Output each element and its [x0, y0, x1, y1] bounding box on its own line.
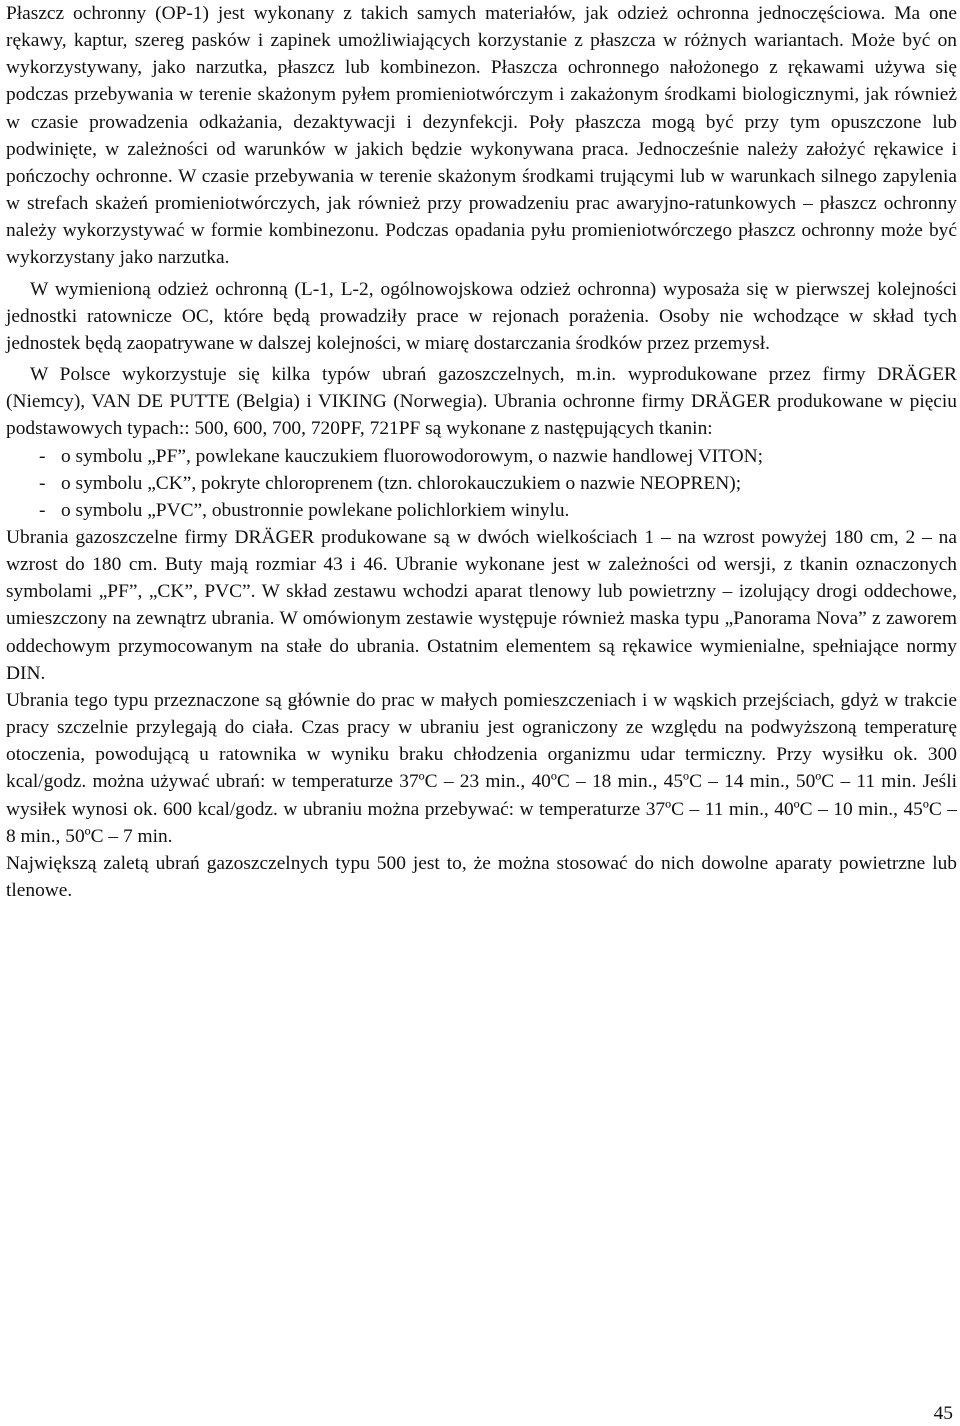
paragraph-protective-coat: Płaszcz ochronny (OP-1) jest wykonany z takich samych materiałów, jak odzież ochronna jednoczęściowa. Ma one rękawy, kaptur, szereg pasków i zapinek umożliwiających korzystanie z płaszcza w różnych wariantach. Może być on wykorzystywany, jako narzutka, płaszcz lub kombinezon. Płaszcza ochronnego nałożonego z rękawami używa się podczas przebywania w terenie skażonym pyłem promieniotwórczym i zakażonym środkami biologicznymi, jak również w czasie prowadzenia odkażania, dezaktywacji i dezynfekcji. Poły płaszcza mogą być przy tym opuszczone lub podwinięte, w zależności od warunków w jakich będzie wykonywana praca. Jednocześnie należy założyć rękawice i pończochy ochronne. W czasie przebywania w terenie skażonym środkami trującymi lub w warunkach silnego zapylenia w strefach skażeń promieniotwórczych, jak również przy prowadzeniu prac awaryjno-ratunkowych – płaszcz ochronny należy wykorzystywać w formie kombinezonu. Podczas opadania pyłu promieniotwórczego płaszcz ochronny może być wykorzystany jako narzutka.	[6, 3, 957, 269]
page-number: 45	[933, 1403, 953, 1424]
list-dash: -	[39, 499, 46, 521]
paragraph-work-time: Ubrania tego typu przeznaczone są głównie do prac w małych pomieszczeniach i w wąskich przejściach, gdyż w trakcie pracy szczelnie przylegają do ciała. Czas pracy w ubraniu jest ograniczony ze względu na podwyższoną temperaturę otoczenia, powodującą u ratownika w wyniku braku chłodzenia organizmu udar termiczny. Przy wysiłku ok. 300 kcal/godz. można używać ubrań: w temperaturze 37ºC – 23 min., 40ºC – 18 min., 45ºC – 14 min., 50ºC – 11 min. Jeśli wysiłek wynosi ok. 600 kcal/godz. w ubraniu można przebywać: w temperaturze 37ºC – 11 min., 40ºC – 10 min., 45ºC – 8 min., 50ºC – 7 min.	[6, 689, 957, 847]
fabric-list	[6, 443, 957, 524]
paragraph-suit-sizes: Ubrania gazoszczelne firmy DRÄGER produkowane są w dwóch wielkościach 1 – na wzrost powyżej 180 cm, 2 – na wzrost do 180 cm. Buty mają rozmiar 43 i 46. Ubranie wykonane jest w zależności od wersji, z tkanin oznaczonych symbolami „PF”, „CK”, PVC”. W skład zestawu wchodzi aparat tlenowy lub powietrzny – izolujący drogi oddechowe, umieszczony na zewnątrz ubrania. W omówionym zestawie występuje również maska typu „Panorama Nova” z zaworem oddechowym przymocowanym na stałe do ubrania. Ostatnim elementem są rękawice wymienialne, spełniające normy DIN.	[6, 526, 957, 684]
list-item	[6, 443, 957, 470]
list-item	[6, 470, 957, 497]
list-item	[6, 497, 957, 524]
page-content	[6, 0, 957, 904]
list-dash: -	[39, 472, 46, 494]
paragraph-advantage: Największą zaletą ubrań gazoszczelnych typu 500 jest to, że można stosować do nich dowolne aparaty powietrzne lub tlenowe.	[6, 852, 957, 901]
list-item-text: o symbolu „PVC”, obustronnie powlekane polichlorkiem winylu.	[61, 499, 570, 521]
list-item-text: o symbolu „CK”, pokryte chloroprenem (tzn. chlorokauczukiem o nazwie NEOPREN);	[61, 472, 742, 494]
paragraph-equipment-priority: W wymienioną odzież ochronną (L-1, L-2, ogólnowojskowa odzież ochronna) wyposaża się w pierwszej kolejności jednostki ratownicze OC, które będą prowadziły prace w rejonach porażenia. Osoby nie wchodzące w skład tych jednostek będą zaopatrywane w dalszej kolejności, w miarę dostarczania środków przez przemysł.	[6, 278, 957, 354]
list-dash: -	[39, 445, 46, 467]
paragraph-gastight-suits: W Polsce wykorzystuje się kilka typów ubrań gazoszczelnych, m.in. wyprodukowane przez firmy DRÄGER (Niemcy), VAN DE PUTTE (Belgia) i VIKING (Norwegia). Ubrania ochronne firmy DRÄGER produkowane w pięciu podstawowych typach:: 500, 600, 700, 720PF, 721PF są wykonane z następujących tkanin:	[6, 364, 957, 440]
list-item-text: o symbolu „PF”, powlekane kauczukiem fluorowodorowym, o nazwie handlowej VITON;	[61, 445, 764, 467]
